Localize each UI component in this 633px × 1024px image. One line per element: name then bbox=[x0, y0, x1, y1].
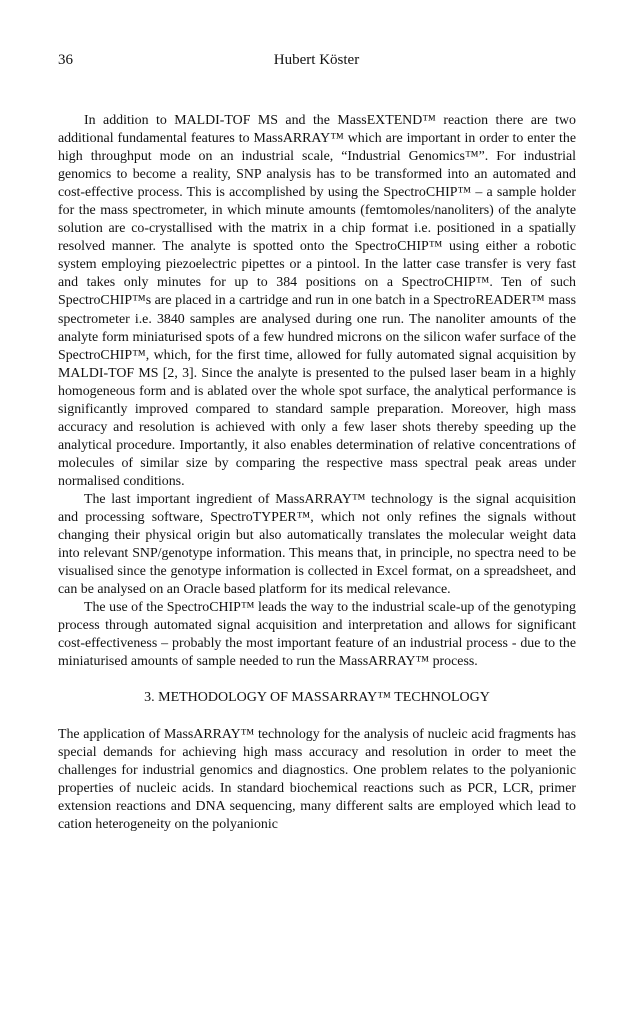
page-header bbox=[58, 52, 575, 72]
section-heading: 3. METHODOLOGY OF MASSARRAY™ TECHNOLOGY bbox=[144, 690, 490, 706]
paragraph-2: The last important ingredient of MassARRAY™ technology is the signal acquisition and processing software, SpectroTYPER™, which not only refines the signals without changing their physical origin but also automatically translates the molecular weight data into relevant SNP/genotype information. This means that, in principle, no spectra need to be visualised since the genotype information is collected in Excel format, on a spreadsheet, and can be analysed on an Oracle based platform for its medical relevance. bbox=[58, 491, 576, 598]
body-text bbox=[58, 112, 576, 834]
running-head-author: Hubert Köster bbox=[273, 52, 360, 68]
section-paragraph: The application of MassARRAY™ technology for the analysis of nucleic acid fragments has special demands for achieving high mass accuracy and resolution in order to meet the challenges for industrial genomics and diagnostics. One problem relates to the polyanionic properties of nucleic acids. In standard biochemical reactions such as PCR, LCR, primer extension reactions and DNA sequencing, many different salts are employed which lead to cation heterogeneity on the polyanionic bbox=[58, 726, 576, 832]
paragraph-1: In addition to MALDI-TOF MS and the MassEXTEND™ reaction there are two additional fundamental features to MassARRAY™ which are important in order to enter the high throughput mode on an industrial scale, “Industrial Genomics™”. For industrial genomics to become a reality, SNP analysis has to be transformed into an automated and cost-effective process. This is accomplished by using the SpectroCHIP™ – a sample holder for the mass spectrometer, in which minute amounts (femtomoles/nanoliters) of the analyte solution are co-crystallised with the matrix in a chip format i.e. positioned in a spatially resolved manner. The analyte is spotted onto the SpectroCHIP™ using either a robotic system employing piezoelectric pipettes or a pintool. In the latter case transfer is very fast and takes only minutes for up to 384 positions on a SpectroCHIP™. Ten of such SpectroCHIP™s are placed in a cartridge and run in one batch in a SpectroREADER™ mass spectrometer i.e. 3840 samples are analysed during one run. The nanoliter amounts of the analyte form miniaturised spots of a few hundred microns on the silicon wafer surface of the SpectroCHIP™, which, for the first time, allowed for fully automated signal acquisition by MALDI-TOF MS [2, 3]. Since the analyte is presented to the pulsed laser beam in a highly homogeneous form and is ablated over the whole spot surface, the analytical performance is significantly improved compared to standard sample preparation. Moreover, high mass accuracy and resolution is achieved with only a few laser shots thereby speeding up the analytical procedure. Importantly, it also enables determination of relative concentrations of molecules of similar size by comparing the respective mass spectral peak areas under normalised conditions. bbox=[58, 113, 576, 489]
paragraph-3: The use of the SpectroCHIP™ leads the way to the industrial scale-up of the genotyping process through automated signal acquisition and interpretation and allows for significant cost-effectiveness – probably the most important feature of an industrial process - due to the miniaturised amounts of sample needed to run the MassARRAY™ process. bbox=[58, 600, 576, 670]
page-number: 36 bbox=[58, 52, 73, 68]
